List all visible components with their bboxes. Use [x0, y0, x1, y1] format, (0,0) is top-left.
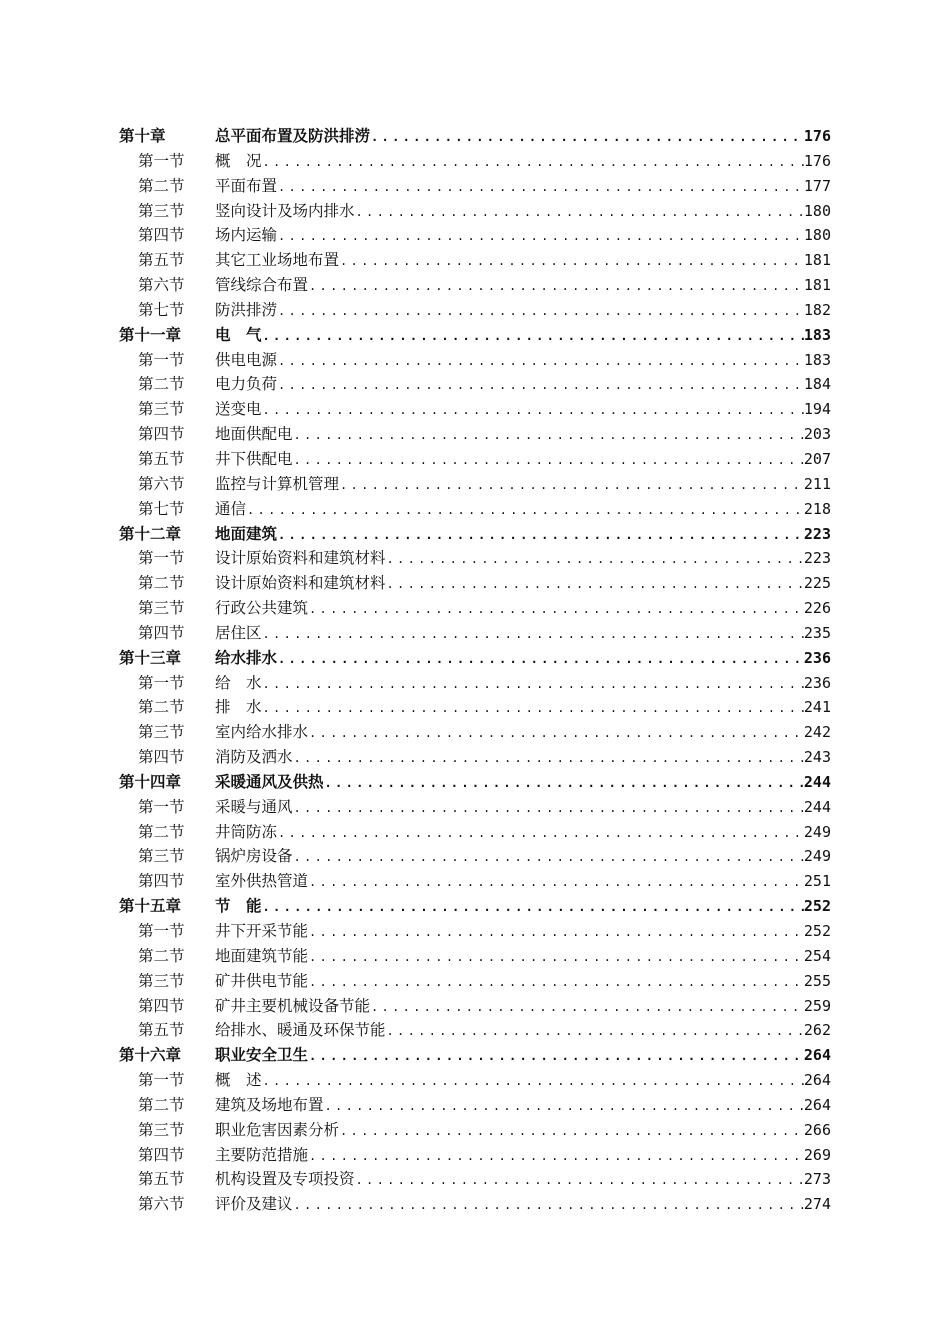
toc-dot-leader	[277, 373, 804, 398]
toc-page-number: 264	[803, 1095, 831, 1114]
toc-section-entry[interactable]	[119, 1018, 831, 1043]
toc-page-number: 235	[803, 623, 831, 642]
toc-section-entry[interactable]	[119, 397, 831, 422]
toc-entry-title: 地面供配电	[215, 425, 293, 444]
toc-dot-leader	[262, 895, 804, 920]
toc-section-entry[interactable]	[119, 969, 831, 994]
toc-entry-label: 第二节	[138, 698, 185, 717]
toc-entry-label: 第十章	[119, 126, 166, 145]
toc-entry-label: 第六节	[138, 276, 185, 295]
toc-page-number: 211	[803, 474, 831, 493]
toc-entry-title: 概 况	[215, 151, 262, 170]
toc-section-entry[interactable]	[119, 795, 831, 820]
toc-entry-label: 第五节	[138, 449, 185, 468]
toc-section-entry[interactable]	[119, 621, 831, 646]
toc-page-number: 252	[803, 922, 831, 940]
toc-page-number: 269	[803, 1145, 831, 1164]
toc-page-number: 236	[803, 673, 831, 692]
toc-entry-label: 第二节	[138, 822, 185, 841]
toc-entry-label: 第一节	[138, 549, 185, 568]
toc-dot-leader	[293, 1193, 804, 1218]
toc-section-entry[interactable]	[119, 223, 831, 248]
toc-entry-label: 第二节	[138, 1095, 185, 1114]
toc-dot-leader	[277, 224, 804, 249]
toc-dot-leader	[293, 746, 804, 771]
toc-entry-title: 管线综合布置	[215, 276, 309, 295]
toc-dot-leader	[370, 995, 804, 1020]
toc-entry-title: 建筑及场地布置	[215, 1095, 324, 1114]
toc-page-number: 241	[803, 698, 831, 717]
toc-section-entry[interactable]	[119, 919, 831, 944]
toc-page-number: 242	[803, 723, 831, 742]
toc-section-entry[interactable]	[119, 1093, 831, 1118]
toc-page-number: 249	[803, 847, 831, 866]
toc-dot-leader	[277, 299, 804, 324]
toc-section-entry[interactable]	[119, 372, 831, 397]
toc-entry-label: 第二节	[138, 946, 185, 965]
toc-entry-label: 第七节	[138, 499, 185, 518]
toc-section-entry[interactable]	[119, 571, 831, 596]
toc-section-entry[interactable]	[119, 596, 831, 621]
toc-dot-leader	[293, 448, 804, 473]
toc-entry-title: 矿井供电节能	[215, 971, 309, 990]
toc-entry-title: 给 水	[215, 673, 262, 692]
toc-chapter-entry[interactable]	[119, 323, 831, 348]
toc-page-number: 183	[803, 350, 831, 369]
toc-section-entry[interactable]	[119, 1118, 831, 1143]
toc-entry-title: 电 气	[215, 324, 262, 344]
toc-entry-title: 设计原始资料和建筑材料	[215, 574, 386, 593]
toc-page-number: 184	[803, 375, 831, 394]
toc-dot-leader	[277, 175, 804, 200]
toc-entry-title: 竖向设计及场内排水	[215, 201, 355, 220]
toc-page-number: 252	[803, 897, 831, 916]
toc-page-number: 236	[803, 648, 831, 667]
toc-chapter-entry[interactable]	[119, 646, 831, 671]
toc-dot-leader	[277, 523, 804, 548]
toc-entry-title: 职业危害因素分析	[215, 1120, 340, 1139]
toc-entry-title: 送变电	[215, 400, 262, 419]
toc-entry-label: 第二节	[138, 375, 185, 394]
toc-page-number: 194	[803, 400, 831, 419]
toc-dot-leader	[386, 1019, 804, 1044]
toc-entry-title: 通信	[215, 499, 247, 518]
toc-dot-leader	[293, 845, 804, 870]
toc-entry-label: 第四节	[138, 748, 185, 767]
toc-entry-title: 采暖与通风	[215, 797, 293, 816]
toc-page-number: 177	[803, 176, 831, 195]
toc-entry-label: 第十五章	[119, 896, 182, 916]
toc-dot-leader	[308, 970, 804, 995]
toc-page-number: 244	[803, 772, 831, 791]
toc-entry-label: 第一节	[138, 1071, 185, 1090]
toc-page-number: 183	[803, 325, 831, 344]
toc-page-number: 274	[803, 1195, 831, 1214]
toc-entry-title: 行政公共建筑	[215, 599, 309, 618]
toc-entry-title: 室外供热管道	[215, 872, 309, 891]
toc-page-number: 180	[803, 201, 831, 220]
toc-entry-title: 消防及洒水	[215, 748, 293, 767]
toc-dot-leader	[246, 498, 804, 523]
toc-section-entry[interactable]	[119, 447, 831, 472]
toc-page-number: 218	[803, 499, 831, 518]
toc-entry-title: 矿井主要机械设备节能	[215, 996, 371, 1015]
toc-section-entry[interactable]	[119, 1192, 831, 1217]
toc-page-number: 226	[803, 599, 831, 618]
toc-entry-label: 第四节	[138, 1145, 185, 1164]
toc-section-entry[interactable]	[119, 546, 831, 571]
toc-entry-label: 第三节	[138, 723, 185, 742]
toc-entry-label: 第十六章	[119, 1045, 182, 1065]
toc-entry-title: 评价及建议	[215, 1195, 293, 1214]
toc-entry-label: 第十一章	[119, 324, 182, 344]
toc-dot-leader	[293, 796, 804, 821]
toc-entry-label: 第七节	[138, 300, 185, 319]
toc-section-entry[interactable]	[119, 174, 831, 199]
toc-section-entry[interactable]	[119, 273, 831, 298]
toc-dot-leader	[277, 647, 804, 672]
toc-entry-title: 监控与计算机管理	[215, 474, 340, 493]
toc-entry-label: 第四节	[138, 623, 185, 642]
toc-dot-leader	[324, 771, 804, 796]
toc-entry-label: 第三节	[138, 400, 185, 419]
toc-entry-label: 第一节	[138, 350, 185, 369]
toc-entry-title: 总平面布置及防洪排涝	[215, 126, 371, 145]
toc-section-entry[interactable]	[119, 149, 831, 174]
toc-page-number: 207	[803, 449, 831, 468]
toc-section-entry[interactable]	[119, 348, 831, 373]
toc-section-entry[interactable]	[119, 720, 831, 745]
toc-section-entry[interactable]	[119, 1143, 831, 1168]
toc-entry-title: 平面布置	[215, 176, 278, 195]
toc-entry-title: 居住区	[215, 623, 262, 642]
toc-chapter-entry[interactable]	[119, 522, 831, 547]
toc-entry-label: 第四节	[138, 872, 185, 891]
toc-dot-leader	[370, 125, 804, 150]
toc-entry-label: 第五节	[138, 1170, 185, 1189]
toc-dot-leader	[262, 1069, 804, 1094]
toc-section-entry[interactable]	[119, 844, 831, 869]
toc-section-entry[interactable]	[119, 869, 831, 894]
toc-dot-leader	[386, 572, 804, 597]
toc-section-entry[interactable]	[119, 745, 831, 770]
toc-section-entry[interactable]	[119, 1068, 831, 1093]
toc-dot-leader	[308, 920, 804, 945]
toc-entry-label: 第一节	[138, 797, 185, 816]
toc-dot-leader	[262, 150, 804, 175]
toc-page-number: 176	[803, 151, 831, 170]
toc-entry-title: 概 述	[215, 1071, 262, 1090]
toc-page-number: 264	[803, 1071, 831, 1090]
toc-chapter-entry[interactable]	[119, 1043, 831, 1068]
toc-section-entry[interactable]	[119, 497, 831, 522]
toc-entry-title: 场内运输	[215, 226, 278, 245]
table-of-contents	[119, 124, 831, 1217]
toc-entry-title: 节 能	[215, 896, 262, 916]
toc-page-number: 181	[803, 276, 831, 295]
toc-entry-label: 第四节	[138, 996, 185, 1015]
toc-entry-label: 第一节	[138, 922, 185, 940]
toc-section-entry[interactable]	[119, 298, 831, 323]
toc-entry-label: 第六节	[138, 1195, 185, 1214]
toc-entry-label: 第一节	[138, 673, 185, 692]
toc-page-number: 251	[803, 872, 831, 891]
toc-dot-leader	[262, 324, 804, 349]
toc-entry-title: 机构设置及专项投资	[215, 1170, 355, 1189]
toc-page-number: 259	[803, 996, 831, 1015]
toc-dot-leader	[277, 821, 804, 846]
toc-entry-title: 电力负荷	[215, 375, 278, 394]
toc-chapter-entry[interactable]	[119, 894, 831, 919]
toc-section-entry[interactable]	[119, 422, 831, 447]
toc-entry-label: 第十四章	[119, 771, 182, 791]
toc-entry-title: 排 水	[215, 698, 262, 717]
toc-page-number: 223	[803, 524, 831, 543]
toc-dot-leader	[308, 945, 804, 970]
toc-entry-label: 第二节	[138, 176, 185, 195]
toc-chapter-entry[interactable]	[119, 770, 831, 795]
toc-page-number: 181	[803, 251, 831, 270]
toc-entry-label: 第五节	[138, 1021, 185, 1040]
toc-dot-leader	[339, 1119, 804, 1144]
toc-dot-leader	[339, 249, 804, 274]
toc-dot-leader	[308, 1144, 804, 1169]
toc-page-number: 264	[803, 1046, 831, 1065]
toc-page-number: 203	[803, 425, 831, 444]
toc-page-number: 180	[803, 226, 831, 245]
toc-dot-leader	[277, 349, 804, 374]
toc-page-number: 225	[803, 574, 831, 593]
toc-dot-leader	[308, 597, 804, 622]
toc-entry-title: 地面建筑节能	[215, 946, 309, 965]
toc-dot-leader	[293, 423, 804, 448]
toc-dot-leader	[386, 547, 804, 572]
toc-page-number: 255	[803, 971, 831, 990]
toc-entry-label: 第三节	[138, 201, 185, 220]
toc-entry-label: 第二节	[138, 574, 185, 593]
toc-section-entry[interactable]	[119, 820, 831, 845]
toc-page-number: 254	[803, 946, 831, 965]
toc-entry-title: 井下供配电	[215, 449, 293, 468]
toc-entry-label: 第一节	[138, 151, 185, 170]
toc-entry-title: 地面建筑	[215, 523, 278, 543]
toc-chapter-entry[interactable]	[119, 124, 831, 149]
toc-entry-title: 供电电源	[215, 350, 278, 369]
toc-section-entry[interactable]	[119, 248, 831, 273]
toc-entry-label: 第六节	[138, 474, 185, 493]
toc-entry-label: 第三节	[138, 1120, 185, 1139]
toc-section-entry[interactable]	[119, 671, 831, 696]
toc-dot-leader	[262, 672, 804, 697]
toc-dot-leader	[308, 1044, 804, 1069]
toc-section-entry[interactable]	[119, 695, 831, 720]
toc-dot-leader	[339, 473, 804, 498]
toc-entry-title: 主要防范措施	[215, 1145, 309, 1164]
toc-entry-label: 第三节	[138, 847, 185, 866]
toc-dot-leader	[308, 274, 804, 299]
toc-entry-title: 室内给水排水	[215, 723, 309, 742]
toc-entry-title: 给排水、暖通及环保节能	[215, 1021, 386, 1040]
toc-dot-leader	[262, 696, 804, 721]
toc-dot-leader	[355, 1168, 804, 1193]
toc-page-number: 273	[803, 1170, 831, 1189]
toc-dot-leader	[262, 622, 804, 647]
toc-entry-title: 井筒防冻	[215, 822, 278, 841]
toc-entry-title: 防洪排涝	[215, 300, 278, 319]
toc-section-entry[interactable]	[119, 994, 831, 1019]
toc-page-number: 223	[803, 549, 831, 568]
toc-entry-label: 第三节	[138, 599, 185, 618]
toc-entry-label: 第三节	[138, 971, 185, 990]
toc-page-number: 176	[803, 127, 831, 145]
toc-section-entry[interactable]	[119, 1167, 831, 1192]
toc-page-number: 244	[803, 797, 831, 816]
toc-page-number: 182	[803, 300, 831, 319]
toc-entry-label: 第十三章	[119, 647, 182, 667]
toc-dot-leader	[308, 870, 804, 895]
toc-entry-title: 其它工业场地布置	[215, 251, 340, 270]
toc-page-number: 249	[803, 822, 831, 841]
toc-entry-label: 第五节	[138, 251, 185, 270]
toc-section-entry[interactable]	[119, 472, 831, 497]
toc-entry-title: 锅炉房设备	[215, 847, 293, 866]
toc-dot-leader	[308, 721, 804, 746]
toc-section-entry[interactable]	[119, 944, 831, 969]
toc-entry-title: 采暖通风及供热	[215, 771, 324, 791]
toc-entry-title: 给水排水	[215, 647, 278, 667]
toc-entry-label: 第十二章	[119, 523, 182, 543]
toc-section-entry[interactable]	[119, 199, 831, 224]
toc-entry-label: 第四节	[138, 425, 185, 444]
toc-entry-title: 职业安全卫生	[215, 1045, 309, 1065]
toc-page-number: 262	[803, 1021, 831, 1040]
toc-entry-title: 设计原始资料和建筑材料	[215, 549, 386, 568]
toc-dot-leader	[324, 1094, 804, 1119]
toc-dot-leader	[355, 200, 804, 225]
toc-page-number: 266	[803, 1120, 831, 1139]
toc-dot-leader	[262, 398, 804, 423]
toc-page-number: 243	[803, 748, 831, 767]
toc-entry-title: 井下开采节能	[215, 922, 309, 940]
toc-entry-label: 第四节	[138, 226, 185, 245]
